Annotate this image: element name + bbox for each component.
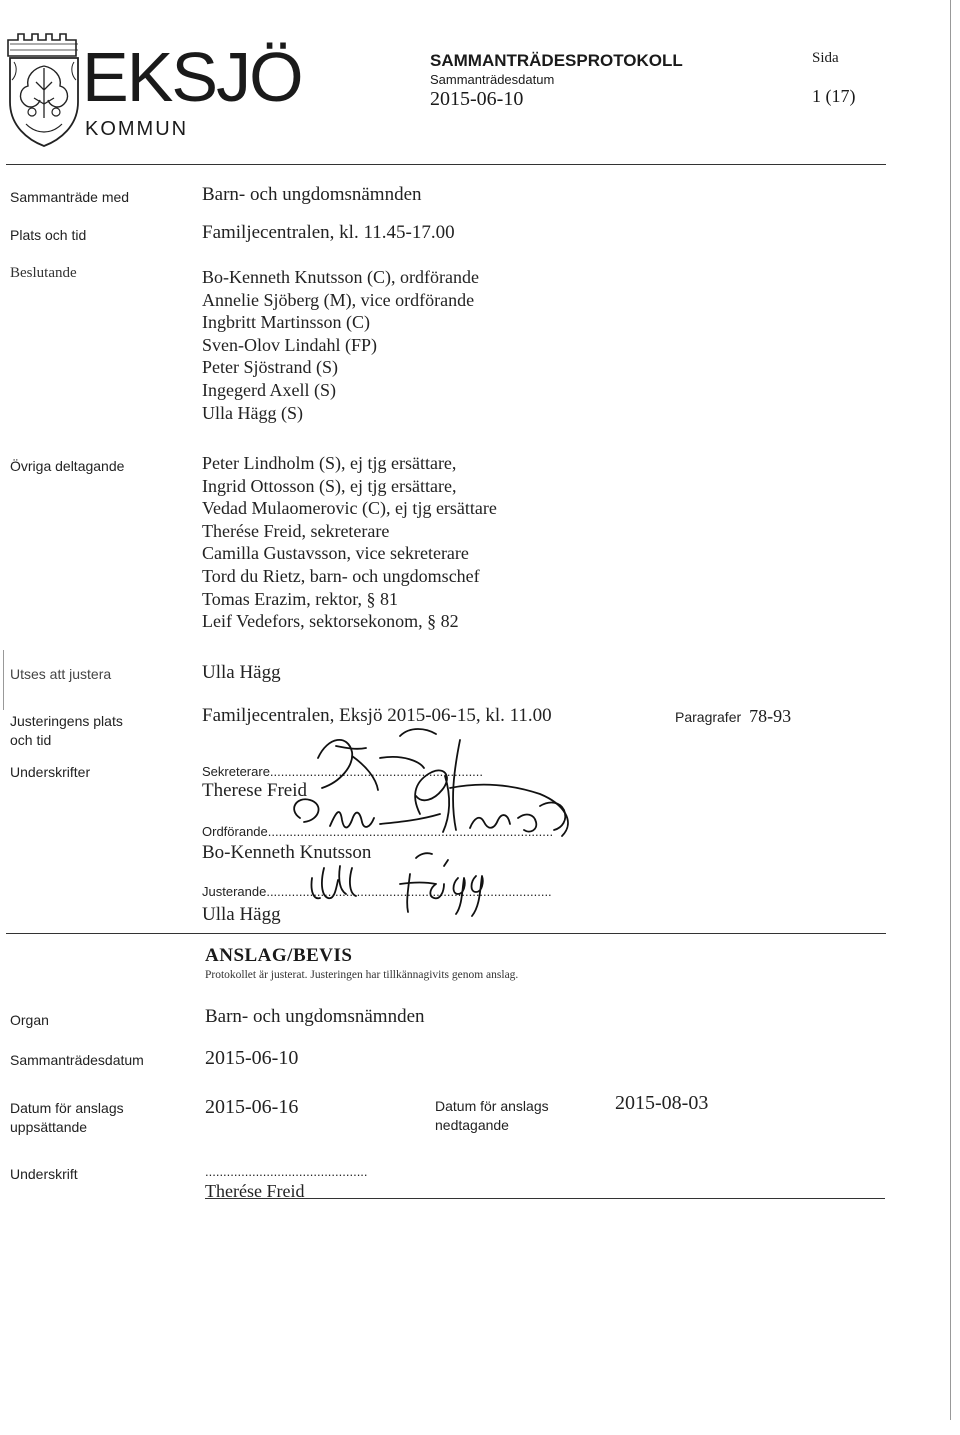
adjust-place-label [10,712,123,750]
adjuster-label: Justerande [202,884,267,899]
paragraphs [675,706,791,727]
list-item: Sven-Olov Lindahl (FP) [202,334,377,355]
signatures-label: Underskrifter [10,764,91,780]
adjust-label: Utses att justera [10,666,112,682]
list-item: Annelie Sjöberg (M), vice ordförande [202,289,475,310]
secretary-name: Therese Freid [202,780,307,801]
posted-label-line: uppsättande [10,1119,88,1135]
notice-signature-label: Underskrift [10,1166,78,1182]
organ: Barn- och ungdomsnämnden [205,1006,425,1027]
notice-meeting-date-label: Sammanträdesdatum [10,1052,144,1068]
meeting-date: 2015-06-10 [430,88,524,110]
coat-of-arms-icon [6,32,82,150]
notice-note: Protokollet är justerat. Justeringen har tillkännagivits genom anslag. [205,969,519,981]
meeting-body: Barn- och ungdomsnämnden [202,184,422,205]
list-item: Ingrid Ottosson (S), ej tjg ersättare, [202,475,457,496]
removed-label [435,1097,549,1135]
posted-label-line: Datum för anslags [10,1100,124,1116]
notice-signature-name: Therése Freid [205,1181,305,1201]
list-item: Ulla Hägg (S) [202,402,303,423]
others-list [202,452,497,633]
signature-dots: ............................................................................... [267,824,554,839]
posted-label [10,1099,124,1137]
list-item: Ingbritt Martinsson (C) [202,312,370,333]
notice-meeting-date: 2015-06-10 [205,1047,299,1069]
list-item: Vedad Mulaomerovic (C), ej tjg ersättare [202,498,497,519]
adjust-place-label-line: Justeringens plats [10,713,123,729]
list-item: Tomas Erazim, rektor, § 81 [202,588,398,609]
posted-date: 2015-06-16 [205,1096,299,1118]
paragraphs-range: 78-93 [749,706,792,726]
signature-dots: ........................................................... [269,764,484,779]
notice-signature-dots: ............................................. [205,1164,368,1179]
notice-signature-rule [205,1198,885,1199]
municipality-logo [6,32,302,150]
removed-date: 2015-08-03 [615,1092,709,1114]
removed-label-line: Datum för anslags [435,1098,549,1114]
adjuster-signed-name: Ulla Hägg [202,904,281,925]
list-item: Peter Sjöstrand (S) [202,357,338,378]
logo-wordmark: EKSJÖ [82,38,302,116]
list-item: Leif Vedefors, sektorsekonom, § 82 [202,611,459,632]
adjust-place-label-line: och tid [10,732,52,748]
page-number: 1 (17) [812,86,856,106]
chair-signature [415,770,449,832]
signatures-divider [6,933,886,934]
page-label: Sida [812,50,839,66]
adjust-place: Familjecentralen, Eksjö 2015-06-15, kl. 11.00 [202,705,552,726]
list-item: Ingegerd Axell (S) [202,379,336,400]
list-item: Peter Lindholm (S), ej tjg ersättare, [202,453,457,473]
adjuster-signature [311,866,356,898]
place-time-label: Plats och tid [10,227,87,243]
list-item: Therése Freid, sekreterare [202,520,390,541]
notice-title: ANSLAG/BEVIS [205,945,353,966]
list-item: Camilla Gustavsson, vice sekreterare [202,543,469,564]
chair-label: Ordförande [202,824,268,839]
organ-label: Organ [10,1012,49,1028]
paragraphs-label: Paragrafer [675,709,742,725]
handwritten-signatures [240,718,620,928]
header-divider [6,164,886,165]
deciding-list [202,266,479,424]
right-margin-rule [950,0,951,1420]
signature-dots: ............................................................................... [266,884,552,899]
list-item: Bo-Kenneth Knutsson (C), ordförande [202,267,479,287]
list-item: Tord du Rietz, barn- och ungdomschef [202,565,480,586]
secretary-label: Sekreterare [202,764,270,779]
meeting-with-label: Sammanträde med [10,189,130,205]
deciding-label: Beslutande [10,265,77,281]
document-type: SAMMANTRÄDESPROTOKOLL [430,51,683,70]
others-label: Övriga deltagande [10,458,125,474]
logo-subtitle: KOMMUN [85,118,189,140]
adjuster-name: Ulla Hägg [202,662,281,683]
chair-name: Bo-Kenneth Knutsson [202,842,372,863]
place-time: Familjecentralen, kl. 11.45-17.00 [202,222,455,243]
left-margin-rule [3,650,4,710]
removed-label-line: nedtagande [435,1117,509,1133]
meeting-date-label: Sammanträdesdatum [430,72,555,87]
